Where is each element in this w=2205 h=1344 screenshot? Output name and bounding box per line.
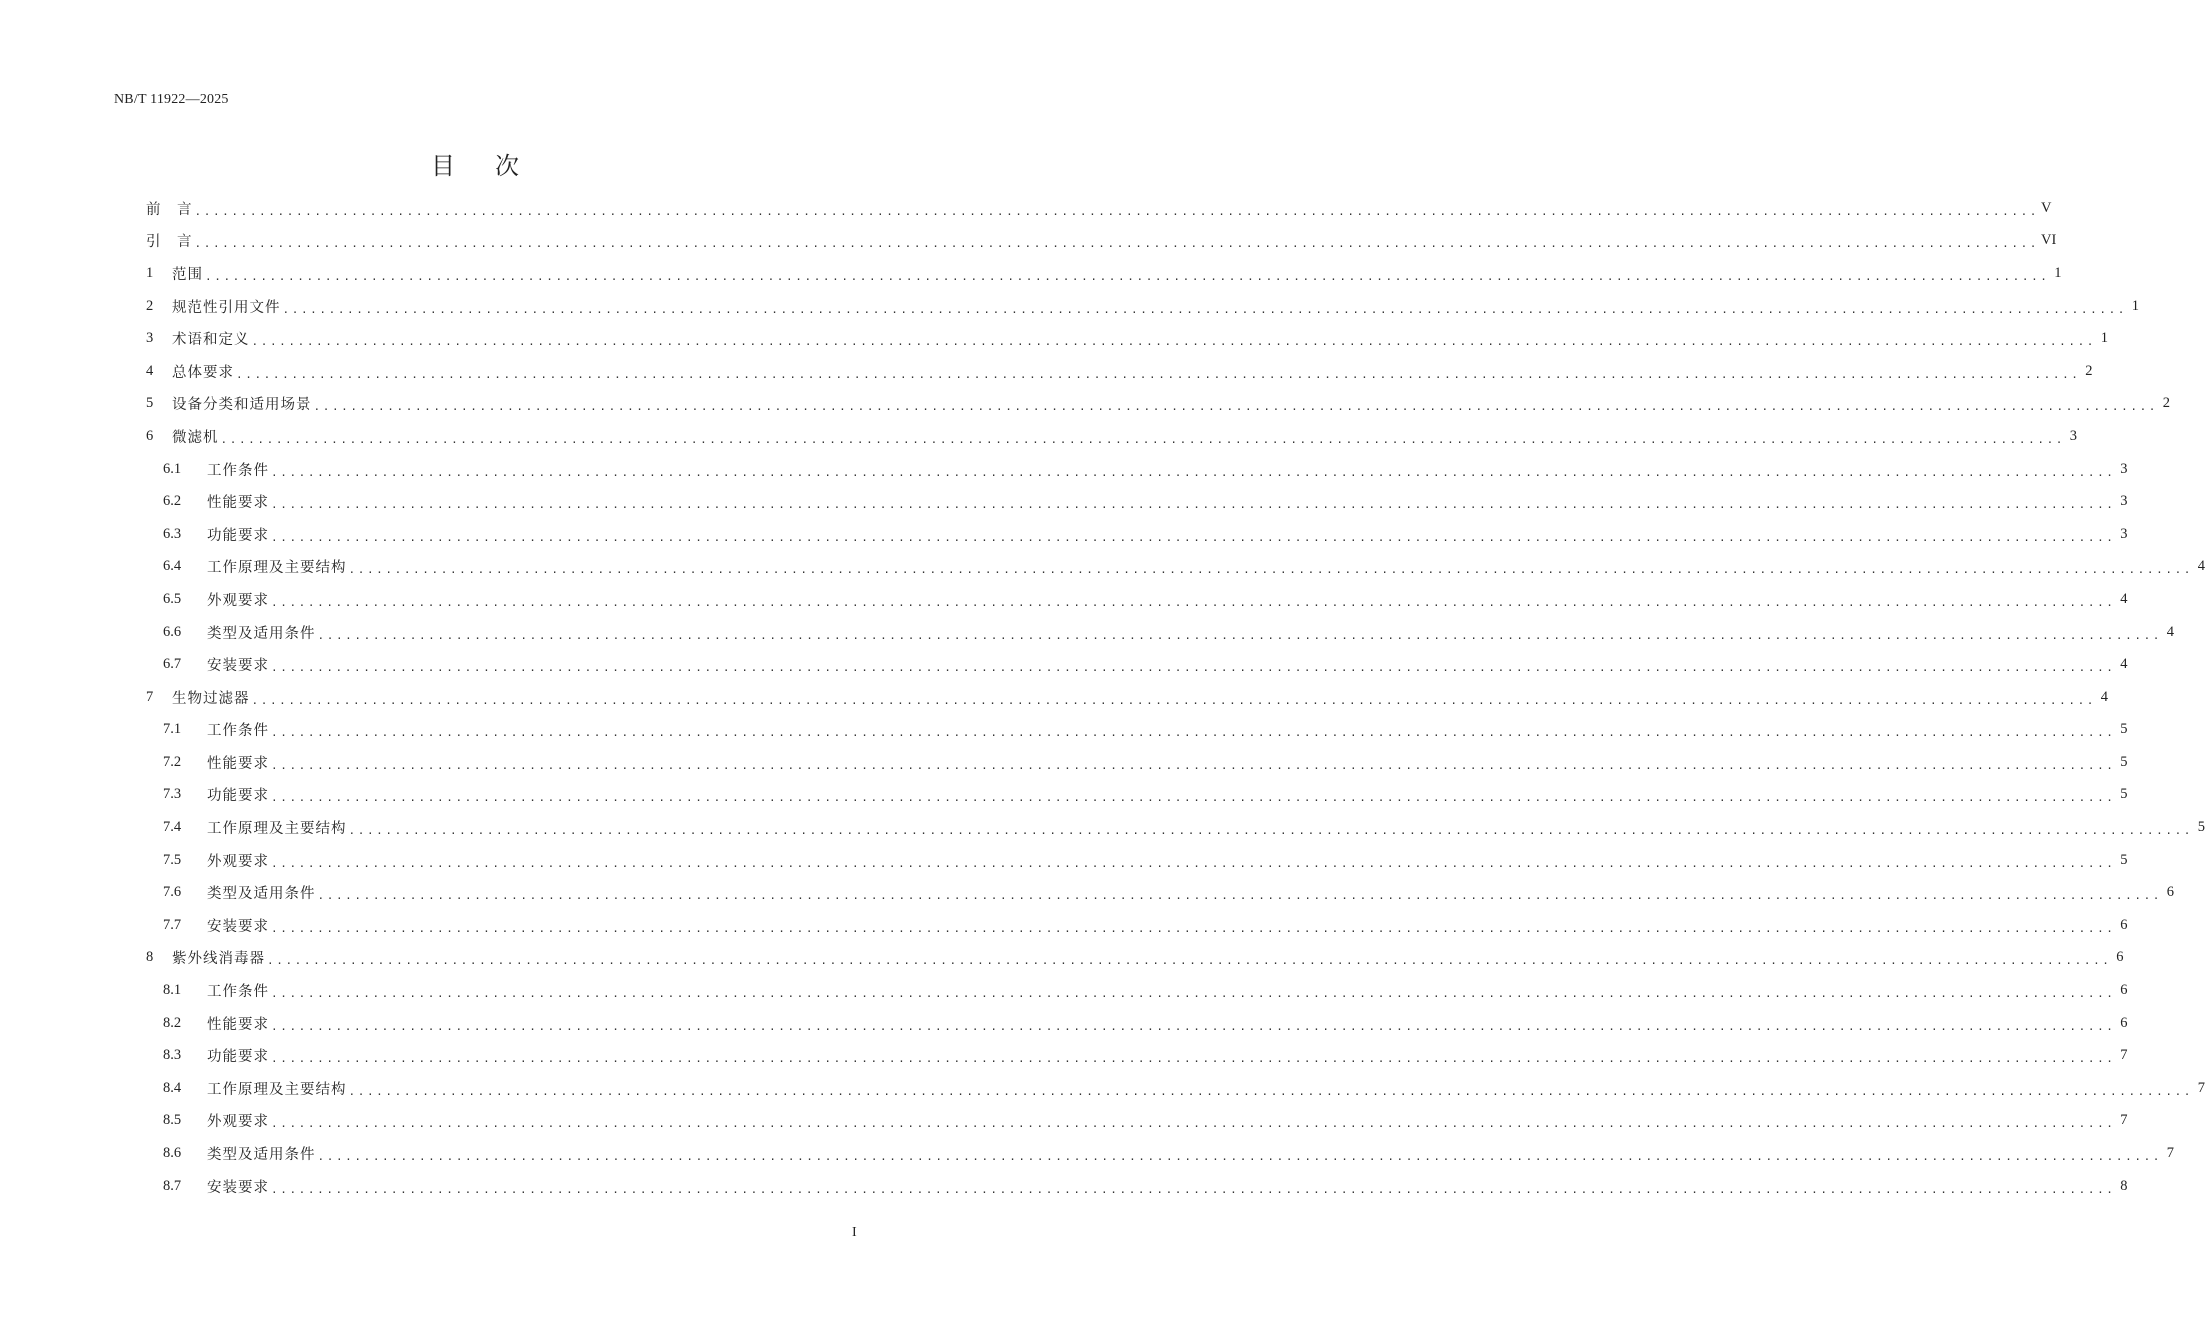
toc-entry-label: 功能要求 — [207, 527, 269, 544]
toc-entry-number: 6.4 — [163, 558, 182, 575]
toc-entry-page: 2 — [2162, 395, 2171, 412]
toc-entry-label: 引 言 — [146, 234, 193, 251]
toc-leader-dots: ........................................................................................................................................................................................................ — [317, 628, 2163, 642]
toc-entry-number: 2 — [146, 297, 154, 314]
toc-entry[interactable] — [146, 942, 2124, 975]
toc-entry-page: 7 — [2120, 1112, 2128, 1129]
toc-entry-number: 7.2 — [163, 753, 182, 770]
toc-entry-label: 工作原理及主要结构 — [207, 560, 347, 577]
toc-leader-dots: ........................................................................................................................................................................................................ — [271, 1117, 2116, 1131]
toc-entry-number: 8.2 — [163, 1014, 182, 1031]
toc-entry-page: 7 — [2166, 1145, 2175, 1162]
toc-entry-number: 7.7 — [163, 916, 182, 933]
toc-entry[interactable] — [146, 1039, 2128, 1072]
toc-leader-dots: ........................................................................................................................................................................................................ — [267, 954, 2112, 968]
toc-entry[interactable] — [146, 1170, 2128, 1203]
title-char-2: 次 — [495, 152, 519, 180]
toc-entry[interactable] — [146, 876, 2175, 909]
toc-leader-dots: ........................................................................................................................................................................................................ — [271, 987, 2116, 1001]
toc-leader-dots: ........................................................................................................................................................................................................ — [348, 563, 2194, 577]
toc-entry-number: 6.6 — [163, 623, 182, 640]
toc-entry-page: 6 — [2120, 916, 2128, 933]
toc-entry-label: 类型及适用条件 — [207, 1147, 316, 1164]
toc-entry-label: 设备分类和适用场景 — [172, 397, 312, 414]
toc-entry[interactable] — [146, 453, 2128, 486]
toc-entry-number: 8.4 — [163, 1079, 182, 1096]
toc-leader-dots: ........................................................................................................................................................................................................ — [282, 302, 2128, 316]
toc-entry-number: 1 — [146, 264, 154, 281]
toc-entry-label: 工作原理及主要结构 — [207, 1081, 347, 1098]
toc-entry-page: 4 — [2100, 688, 2109, 705]
toc-entry[interactable] — [146, 648, 2128, 681]
toc-entry-number: 7.5 — [163, 851, 182, 868]
toc-entry-number: 8.3 — [163, 1047, 182, 1064]
toc-entry-label: 类型及适用条件 — [207, 625, 316, 642]
toc-leader-dots: ........................................................................................................................................................................................................ — [348, 1084, 2194, 1098]
toc-entry-label: 前 言 — [146, 201, 193, 218]
toc-leader-dots: ........................................................................................................................................................................................................ — [251, 335, 2097, 349]
toc-entry-number: 6.2 — [163, 493, 182, 510]
toc-leader-dots: ........................................................................................................................................................................................................ — [271, 1052, 2116, 1066]
toc-leader-dots: ........................................................................................................................................................................................................ — [220, 432, 2066, 446]
toc-entry-page: 1 — [2100, 330, 2109, 347]
toc-entry-label: 类型及适用条件 — [207, 886, 316, 903]
toc-entry-page: 4 — [2120, 656, 2128, 673]
toc-entry-label: 微滤机 — [172, 429, 219, 446]
toc-leader-dots: ........................................................................................................................................................................................................ — [271, 921, 2116, 935]
toc-entry-label: 工作条件 — [207, 462, 269, 479]
toc-entry-label: 安装要求 — [207, 918, 269, 935]
toc-entry-page: 8 — [2120, 1177, 2128, 1194]
toc-entry-label: 总体要求 — [172, 364, 234, 381]
toc-entry-label: 术语和定义 — [172, 332, 250, 349]
toc-entry[interactable] — [146, 909, 2128, 942]
toc-entry-number: 8 — [146, 949, 154, 966]
toc-entry-label: 外观要求 — [207, 853, 269, 870]
toc-entry-number: 3 — [146, 330, 154, 347]
toc-entry[interactable] — [146, 388, 2171, 421]
toc-entry-number: 6.3 — [163, 525, 182, 542]
toc-entry-page: 5 — [2120, 786, 2128, 803]
toc-leader-dots: ........................................................................................................................................................................................................ — [271, 791, 2116, 805]
toc-entry-label: 性能要求 — [207, 755, 269, 772]
toc-leader-dots: ........................................................................................................................................................................................................ — [251, 693, 2097, 707]
toc-entry[interactable] — [146, 844, 2128, 877]
toc-entry-number: 7.3 — [163, 786, 182, 803]
toc-entry[interactable] — [146, 551, 2205, 584]
toc-leader-dots: ........................................................................................................................................................................................................ — [271, 1019, 2116, 1033]
toc-entry-number: 5 — [146, 395, 154, 412]
toc-entry[interactable] — [146, 225, 2057, 258]
toc-entry-page: 3 — [2120, 493, 2128, 510]
toc-entry-page: 6 — [2120, 1014, 2128, 1031]
toc-entry[interactable] — [146, 257, 2062, 290]
toc-entry-label: 安装要求 — [207, 658, 269, 675]
toc-entry-page: 4 — [2197, 558, 2205, 575]
toc-entry-page: 1 — [2054, 264, 2062, 281]
toc-entry[interactable] — [146, 192, 2052, 225]
title-char-1: 目 — [431, 152, 455, 180]
toc-leader-dots: ........................................................................................................................................................................................................ — [348, 824, 2194, 838]
toc-leader-dots: ........................................................................................................................................................................................................ — [317, 1150, 2163, 1164]
toc-entry-page: 6 — [2116, 949, 2124, 966]
toc-entry-page: 4 — [2120, 590, 2128, 607]
toc-entry-number: 7.4 — [163, 819, 182, 836]
toc-entry[interactable] — [146, 1105, 2128, 1138]
toc-entry-page: 2 — [2085, 362, 2093, 379]
toc-entry-page: 3 — [2069, 427, 2078, 444]
toc-entry-number: 8.5 — [163, 1112, 182, 1129]
toc-entry-label: 性能要求 — [207, 1016, 269, 1033]
toc-entry-label: 功能要求 — [207, 1049, 269, 1066]
toc-entry-number: 4 — [146, 362, 154, 379]
toc-entry-label: 外观要求 — [207, 592, 269, 609]
page-folio: I — [852, 1225, 857, 1240]
toc-entry[interactable] — [146, 290, 2140, 323]
toc-entry-label: 紫外线消毒器 — [172, 951, 265, 968]
toc-entry-number: 7.6 — [163, 884, 182, 901]
standard-number: NB/T 11922—2025 — [114, 92, 229, 107]
toc-entry-page: 5 — [2120, 851, 2128, 868]
toc-entry-number: 8.1 — [163, 982, 182, 999]
toc-leader-dots: ........................................................................................................................................................................................................ — [271, 1182, 2116, 1196]
toc-entry[interactable] — [146, 420, 2078, 453]
toc-entry[interactable] — [146, 974, 2128, 1007]
toc-entry-label: 性能要求 — [207, 495, 269, 512]
toc-entry-page: 4 — [2166, 623, 2175, 640]
toc-entry[interactable] — [146, 714, 2128, 747]
toc-leader-dots: ........................................................................................................................................................................................................ — [271, 595, 2116, 609]
toc-entry-number: 7 — [146, 688, 154, 705]
toc-leader-dots: ........................................................................................................................................................................................................ — [271, 856, 2116, 870]
toc-entry-label: 范围 — [172, 266, 203, 283]
toc-entry[interactable] — [146, 1072, 2205, 1105]
toc-entry-label: 工作原理及主要结构 — [207, 821, 347, 838]
toc-entry-number: 6.1 — [163, 460, 182, 477]
toc-entry[interactable] — [146, 746, 2128, 779]
toc-entry-number: 8.7 — [163, 1177, 182, 1194]
toc-entry-page: VI — [2041, 232, 2057, 249]
toc-leader-dots: ........................................................................................................................................................................................................ — [271, 758, 2116, 772]
toc-entry[interactable] — [146, 779, 2128, 812]
toc-entry[interactable] — [146, 518, 2128, 551]
toc-entry-label: 规范性引用文件 — [172, 299, 281, 316]
table-of-contents — [146, 192, 2205, 1202]
toc-entry-number: 6.7 — [163, 656, 182, 673]
toc-leader-dots: ........................................................................................................................................................................................................ — [205, 269, 2050, 283]
toc-entry-page: 7 — [2197, 1079, 2205, 1096]
toc-entry[interactable] — [146, 485, 2128, 518]
toc-entry-number: 6.5 — [163, 590, 182, 607]
toc-entry[interactable] — [146, 322, 2109, 355]
toc-entry[interactable] — [146, 355, 2093, 388]
toc-entry-page: 7 — [2120, 1047, 2128, 1064]
toc-entry-label: 外观要求 — [207, 1114, 269, 1131]
toc-entry-page: 5 — [2197, 819, 2205, 836]
toc-leader-dots: ........................................................................................................................................................................................................ — [194, 237, 2040, 251]
toc-entry-page: 5 — [2120, 721, 2128, 738]
toc-entry-label: 安装要求 — [207, 1179, 269, 1196]
toc-leader-dots: ........................................................................................................................................................................................................ — [271, 465, 2116, 479]
toc-entry[interactable] — [146, 583, 2128, 616]
toc-entry[interactable] — [146, 1137, 2175, 1170]
toc-entry-label: 功能要求 — [207, 788, 269, 805]
toc-entry-label: 生物过滤器 — [172, 690, 250, 707]
toc-leader-dots: ........................................................................................................................................................................................................ — [271, 661, 2116, 675]
toc-leader-dots: ........................................................................................................................................................................................................ — [317, 889, 2163, 903]
toc-leader-dots: ........................................................................................................................................................................................................ — [236, 367, 2081, 381]
toc-entry[interactable] — [146, 681, 2109, 714]
toc-leader-dots: ........................................................................................................................................................................................................ — [271, 530, 2116, 544]
toc-entry-page: 3 — [2120, 460, 2128, 477]
toc-entry-page: 3 — [2120, 525, 2128, 542]
toc-entry-number: 8.6 — [163, 1145, 182, 1162]
toc-entry[interactable] — [146, 616, 2175, 649]
page-title — [0, 146, 950, 181]
toc-entry-page: 1 — [2131, 297, 2140, 314]
toc-leader-dots: ........................................................................................................................................................................................................ — [313, 400, 2159, 414]
toc-leader-dots: ........................................................................................................................................................................................................ — [194, 204, 2040, 218]
toc-entry[interactable] — [146, 811, 2205, 844]
toc-entry-number: 6 — [146, 427, 154, 444]
toc-entry-page: 6 — [2166, 884, 2175, 901]
toc-entry-label: 工作条件 — [207, 723, 269, 740]
toc-entry-page: 5 — [2120, 753, 2128, 770]
toc-entry-number: 7.1 — [163, 721, 182, 738]
toc-entry-page: 6 — [2120, 982, 2128, 999]
toc-leader-dots: ........................................................................................................................................................................................................ — [271, 726, 2116, 740]
toc-leader-dots: ........................................................................................................................................................................................................ — [271, 498, 2116, 512]
toc-entry-label: 工作条件 — [207, 984, 269, 1001]
toc-entry-page: V — [2041, 199, 2052, 216]
toc-entry[interactable] — [146, 1007, 2128, 1040]
